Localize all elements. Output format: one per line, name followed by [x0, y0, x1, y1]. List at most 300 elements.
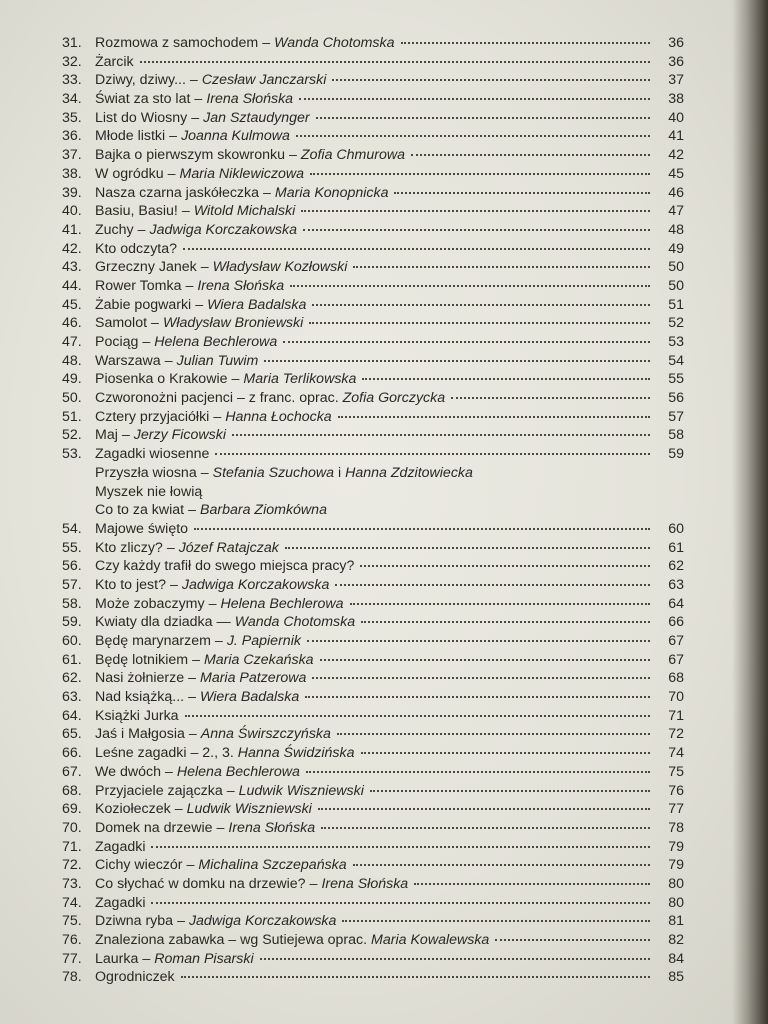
entry-title-text: We dwóch: [95, 763, 161, 780]
toc-entry: [62, 968, 684, 987]
entry-title-text: Młode listki: [95, 128, 166, 145]
dash-separator: –: [309, 875, 318, 892]
entry-title: [95, 127, 290, 146]
dash-separator: –: [192, 651, 200, 668]
entry-title: [95, 277, 284, 296]
toc-entry: [62, 370, 684, 389]
dash-separator: –: [189, 72, 198, 89]
entry-title: [95, 539, 279, 558]
entry-title-text: Myszek nie łowią: [95, 483, 203, 500]
entry-title-text: Będę marynarzem: [95, 633, 211, 649]
entry-number: 77.: [62, 950, 82, 967]
entry-page-number: 42: [668, 147, 684, 164]
entry-title: [95, 202, 295, 221]
entry-number: 43.: [62, 259, 82, 276]
dot-leader: [309, 321, 650, 324]
entry-page-number: 80: [668, 875, 684, 892]
entry-author: Ludwik Wiszniewski: [238, 782, 364, 799]
entry-page-number: 62: [668, 558, 684, 575]
dot-leader: [361, 620, 650, 623]
entry-title: [95, 894, 145, 913]
toc-entry: [62, 819, 684, 838]
toc-entry: [62, 314, 684, 333]
entry-number: 53.: [62, 446, 82, 463]
dash-separator: –: [200, 259, 209, 276]
entry-title-text: Kto to jest?: [95, 576, 166, 593]
entry-title: [95, 483, 202, 502]
toc-entry: [62, 725, 684, 744]
dash-separator: –: [188, 689, 196, 706]
entry-title-text: Nad książką...: [95, 689, 185, 706]
dot-leader: [495, 938, 650, 941]
entry-title-text: Cztery przyjaciółki: [95, 408, 210, 425]
dot-leader: [338, 415, 650, 418]
entry-title-text: Pociąg: [95, 334, 139, 350]
dot-leader: [140, 60, 650, 63]
entry-title-text: Żabie pogwarki: [95, 296, 192, 313]
entry-author: Hanna Łochocka: [225, 408, 332, 425]
entry-title-text: Rozmowa z samochodem: [95, 35, 259, 51]
dash-separator: –: [216, 819, 225, 836]
entry-page-number: 36: [668, 53, 684, 70]
dot-leader: [320, 658, 650, 661]
entry-page-number: 64: [668, 595, 684, 612]
toc-entry: [62, 258, 684, 277]
entry-title: [95, 613, 355, 632]
entry-number: 34.: [62, 91, 82, 108]
toc-entry: [62, 744, 684, 763]
entry-number: 31.: [62, 35, 82, 51]
entry-page-number: 46: [668, 184, 684, 201]
dot-leader: [451, 396, 650, 399]
dot-leader: [296, 134, 650, 137]
entry-title: [95, 464, 473, 483]
entry-number: 75.: [62, 913, 82, 930]
dot-leader: [350, 602, 650, 605]
entry-author: Jadwiga Korczakowska: [188, 913, 337, 930]
dot-leader: [337, 732, 650, 735]
dot-leader: [321, 826, 650, 829]
dot-leader: [283, 340, 650, 343]
toc-entry: [62, 557, 684, 576]
entry-title: [95, 595, 344, 614]
entry-title: [95, 520, 188, 539]
entry-title: [95, 352, 258, 371]
dot-leader: [305, 695, 650, 698]
entry-page-number: 70: [668, 689, 684, 706]
entry-author: Wiera Badalska: [200, 689, 300, 706]
entry-author: Helena Bechlerowa: [154, 334, 278, 350]
entry-page-number: 36: [668, 35, 684, 51]
entry-page-number: 59: [668, 446, 684, 463]
entry-title: [95, 221, 297, 240]
entry-title: [95, 931, 489, 950]
entry-page-number: 85: [668, 969, 684, 986]
entry-number: 39.: [62, 184, 82, 201]
entry-title: [95, 314, 303, 333]
entry-author: Irena Słońska: [228, 819, 316, 836]
dot-leader: [290, 284, 650, 287]
entry-page-number: 72: [668, 726, 684, 743]
toc-entry: [62, 34, 684, 53]
toc-entry: [62, 71, 684, 90]
entry-page-number: 79: [668, 838, 684, 855]
entry-title: [95, 782, 364, 801]
entry-title: [95, 146, 405, 165]
entry-author: Jadwiga Korczakowska: [181, 576, 330, 593]
dash-separator: –: [188, 670, 196, 687]
table-of-contents: [62, 34, 684, 987]
entry-number: 57.: [62, 576, 82, 593]
entry-title-text: Nasi żołnierze: [95, 670, 185, 687]
dash-separator: –: [191, 109, 200, 126]
entry-page-number: 49: [668, 240, 684, 257]
entry-number: 45.: [62, 296, 82, 313]
entry-title-text: Grzeczny Janek: [95, 259, 197, 276]
dot-leader: [360, 564, 650, 567]
entry-title-text: Zagadki wiosenne: [95, 446, 210, 463]
entry-page-number: 48: [668, 221, 684, 238]
entry-title: [95, 669, 306, 688]
entry-author: Zofia Chmurowa: [300, 147, 406, 164]
dash-separator: –: [231, 371, 240, 388]
toc-entry: [62, 389, 684, 408]
dash-separator: –: [188, 726, 197, 743]
entry-title-text: Co słychać w domku na drzewie?: [95, 875, 306, 892]
entry-page-number: 77: [668, 801, 684, 818]
entry-page-number: 79: [668, 857, 684, 874]
entry-author: J. Papiernik: [226, 633, 301, 649]
entry-title: [95, 53, 134, 72]
dash-separator: –: [226, 782, 235, 799]
entry-title-text: Dziwy, dziwy...: [95, 72, 186, 89]
entry-number: 52.: [62, 427, 82, 444]
entry-title-text: Laurka: [95, 950, 139, 967]
entry-number: 49.: [62, 371, 82, 388]
entry-title-text: Samolot: [95, 315, 148, 332]
toc-entry: [62, 296, 684, 315]
entry-title-text: Przyszła wiosna: [95, 464, 197, 481]
dash-separator: —: [216, 614, 231, 631]
dash-separator: –: [262, 35, 271, 51]
dot-leader: [310, 172, 650, 175]
entry-number: 65.: [62, 726, 82, 743]
entry-page-number: 38: [668, 91, 684, 108]
entry-title-text: Żarcik: [95, 53, 134, 70]
dot-leader: [232, 433, 650, 436]
dot-leader: [306, 770, 650, 773]
toc-entry: [62, 109, 684, 128]
entry-author: Maria Patzerowa: [200, 670, 307, 687]
entry-author: Maria Terlikowska: [243, 371, 357, 388]
entry-title: [95, 819, 315, 838]
dash-separator: –: [208, 595, 217, 612]
toc-entry: [62, 875, 684, 894]
entry-title-text: Przyjaciele zajączka: [95, 782, 223, 799]
dot-leader: [362, 377, 650, 380]
entry-author: Irena Słońska: [206, 91, 294, 108]
dash-separator: –: [289, 147, 297, 164]
entry-number: 55.: [62, 539, 82, 556]
entry-page-number: 41: [668, 128, 684, 145]
entry-author: Irena Słońska: [321, 875, 409, 892]
entry-page-number: 81: [668, 913, 684, 930]
dash-separator: –: [121, 427, 130, 444]
entry-page-number: 58: [668, 427, 684, 444]
entry-number: 41.: [62, 221, 82, 238]
dot-leader: [401, 41, 650, 44]
dash-separator: –: [166, 539, 175, 556]
toc-entry: [62, 520, 684, 539]
toc-entry: [62, 800, 684, 819]
toc-entry: [62, 688, 684, 707]
dot-leader: [151, 901, 650, 904]
toc-subentry: [62, 501, 684, 520]
dot-leader: [318, 807, 650, 810]
entry-number: 69.: [62, 801, 82, 818]
entry-title: [95, 445, 209, 464]
entry-author: Czesław Janczarski: [201, 72, 327, 89]
entry-title: [95, 838, 145, 857]
entry-number: 50.: [62, 390, 82, 407]
entry-author: Jerzy Ficowski: [133, 427, 226, 444]
entry-number: 38.: [62, 165, 82, 182]
dash-separator: –: [185, 277, 194, 294]
entry-title-text: List do Wiosny: [95, 109, 188, 126]
entry-author: Anna Świrszczyńska: [200, 726, 331, 743]
entry-title: [95, 688, 299, 707]
toc-entry: [62, 950, 684, 969]
toc-entry: [62, 782, 684, 801]
entry-title-text: Warszawa: [95, 352, 161, 369]
entry-title: [95, 875, 408, 894]
toc-entry: [62, 240, 684, 259]
toc-entry: [62, 165, 684, 184]
entry-author: Helena Bechlerowa: [220, 595, 344, 612]
dot-leader: [342, 919, 650, 922]
entry-page-number: 45: [668, 165, 684, 182]
dash-separator: –: [174, 801, 183, 818]
entry-number: 35.: [62, 109, 82, 126]
entry-title-text: Ogrodniczek: [95, 969, 175, 986]
entry-page-number: 76: [668, 782, 684, 799]
entry-title-text: Cichy wieczór: [95, 857, 183, 874]
dot-leader: [285, 546, 650, 549]
entry-title: [95, 950, 254, 969]
entry-page-number: 61: [668, 539, 684, 556]
dot-leader: [264, 359, 650, 362]
toc-entry: [62, 651, 684, 670]
dash-separator: –: [177, 913, 185, 930]
entry-title: [95, 912, 336, 931]
entry-number: 62.: [62, 670, 82, 687]
entry-title-text: Zagadki: [95, 838, 146, 855]
dash-separator: –: [263, 184, 271, 201]
entry-number: 44.: [62, 277, 82, 294]
dash-separator: –: [194, 91, 203, 108]
entry-author: Helena Bechlerowa: [176, 763, 300, 780]
dash-separator: –: [181, 203, 190, 220]
entry-page-number: 78: [668, 819, 684, 836]
entry-title: [95, 165, 304, 184]
entry-author: Maria Kowalewska: [371, 932, 490, 948]
toc-entry: [62, 352, 684, 371]
entry-title-text: Zuchy: [95, 221, 134, 238]
dot-leader: [414, 882, 650, 885]
entry-number: 78.: [62, 969, 82, 986]
toc-entry: [62, 763, 684, 782]
entry-page-number: 53: [668, 334, 684, 350]
entry-page-number: 55: [668, 371, 684, 388]
dot-leader: [299, 97, 650, 100]
entry-title-text: Może zobaczymy: [95, 595, 205, 612]
entry-author: Władysław Kozłowski: [212, 259, 348, 276]
toc-entry: [62, 912, 684, 931]
entry-title: [95, 389, 445, 408]
entry-number: 46.: [62, 315, 82, 332]
entry-author: Wiera Badalska: [207, 296, 307, 313]
toc-entry: [62, 613, 684, 632]
entry-author: Joanna Kulmowa: [181, 128, 290, 145]
entry-page-number: 57: [668, 408, 684, 425]
entry-number: 72.: [62, 857, 82, 874]
entry-title-text: Będę lotnikiem: [95, 651, 189, 668]
entry-page-number: 37: [668, 72, 684, 89]
entry-title: [95, 856, 347, 875]
entry-author: Michalina Szczepańska: [198, 857, 347, 874]
dot-leader: [185, 714, 650, 717]
entry-title-text: Leśne zagadki – 2., 3.: [95, 745, 234, 762]
dot-leader: [370, 789, 650, 792]
entry-number: 56.: [62, 558, 82, 575]
entry-page-number: 51: [668, 296, 684, 313]
dash-separator: –: [142, 334, 151, 350]
entry-title-text: Czy każdy trafił do swego miejsca pracy?: [95, 558, 355, 575]
entry-title-text: Zagadki: [95, 894, 146, 911]
toc-entry: [62, 333, 684, 352]
entry-title: [95, 426, 226, 445]
dash-separator: –: [188, 502, 196, 519]
toc-entry: [62, 931, 684, 950]
toc-entry: [62, 53, 684, 72]
entry-author: Wanda Chotomska: [274, 35, 395, 51]
dot-leader: [215, 452, 650, 455]
entry-number: 47.: [62, 334, 82, 350]
dot-leader: [151, 845, 650, 848]
dash-separator: –: [214, 633, 223, 649]
entry-title-text: Bajka o pierwszym skowronku: [95, 147, 286, 164]
entry-number: 48.: [62, 352, 82, 369]
dot-leader: [260, 957, 650, 960]
entry-title: [95, 184, 388, 203]
entry-number: 71.: [62, 838, 82, 855]
entry-number: 64.: [62, 707, 82, 724]
entry-title-text: Rower Tomka: [95, 277, 182, 294]
entry-page-number: 67: [668, 651, 684, 668]
entry-number: 36.: [62, 128, 82, 145]
toc-entry: [62, 277, 684, 296]
entry-number: 42.: [62, 240, 82, 257]
entry-number: 66.: [62, 745, 82, 762]
entry-title: [95, 258, 347, 277]
toc-entry: [62, 221, 684, 240]
entry-title: [95, 109, 310, 128]
entry-author: Jan Sztaudynger: [203, 109, 310, 126]
entry-title: [95, 800, 312, 819]
entry-author: Maria Niklewiczowa: [179, 165, 305, 182]
dot-leader: [301, 209, 650, 212]
dot-leader: [312, 676, 650, 679]
entry-page-number: 60: [668, 520, 684, 537]
entry-title-text: Kto odczyta?: [95, 240, 178, 257]
entry-author: Ludwik Wiszniewski: [186, 801, 312, 818]
entry-title-text: W ogródku: [95, 165, 164, 182]
dot-leader: [394, 191, 650, 194]
toc-entry: [62, 632, 684, 651]
entry-number: 32.: [62, 53, 82, 70]
dot-leader: [353, 265, 650, 268]
entry-author: Roman Pisarski: [154, 950, 254, 967]
entry-page-number: 63: [668, 576, 684, 593]
entry-number: 63.: [62, 689, 82, 706]
entry-page-number: 50: [668, 277, 684, 294]
entry-page-number: 66: [668, 614, 684, 631]
entry-title: [95, 557, 354, 576]
entry-author: Maria Konopnicka: [274, 184, 389, 201]
entry-author: Hanna Zdzitowiecka: [345, 464, 473, 481]
entry-page-number: 71: [668, 707, 684, 724]
entry-number: 73.: [62, 875, 82, 892]
entry-title: [95, 968, 175, 987]
entry-page-number: 68: [668, 670, 684, 687]
entry-number: 76.: [62, 932, 82, 948]
entry-title-text: Świat za sto lat: [95, 91, 191, 108]
entry-author: Wanda Chotomska: [234, 614, 356, 631]
entry-number: 60.: [62, 633, 82, 649]
toc-entry: [62, 146, 684, 165]
entry-title: [95, 333, 277, 352]
entry-title: [95, 576, 329, 595]
toc-entry: [62, 595, 684, 614]
entry-author: Witold Michalski: [193, 203, 296, 220]
dash-separator: –: [186, 857, 195, 874]
toc-entry: [62, 426, 684, 445]
entry-title-text: Kto zliczy?: [95, 539, 163, 556]
dash-separator: –: [167, 165, 176, 182]
dash-separator: –: [137, 221, 146, 238]
entry-title-text: Jaś i Małgosia: [95, 726, 185, 743]
dash-separator: –: [213, 408, 222, 425]
entry-title: [95, 651, 314, 670]
entry-title-text: Książki Jurka: [95, 707, 179, 724]
entry-number: 58.: [62, 595, 82, 612]
entry-number: 70.: [62, 819, 82, 836]
entry-title-text: Domek na drzewie: [95, 819, 213, 836]
entry-author: Maria Czekańska: [203, 651, 314, 668]
toc-entry: [62, 856, 684, 875]
entry-title: [95, 744, 355, 763]
entry-number: 74.: [62, 894, 82, 911]
toc-entry: [62, 408, 684, 427]
toc-entry: [62, 90, 684, 109]
toc-entry: [62, 539, 684, 558]
entry-page-number: 52: [668, 315, 684, 332]
entry-number: 51.: [62, 408, 82, 425]
entry-author: Stefania Szuchowa: [212, 464, 335, 481]
entry-page-number: 40: [668, 109, 684, 126]
entry-title: [95, 370, 356, 389]
dash-separator: –: [142, 950, 151, 967]
